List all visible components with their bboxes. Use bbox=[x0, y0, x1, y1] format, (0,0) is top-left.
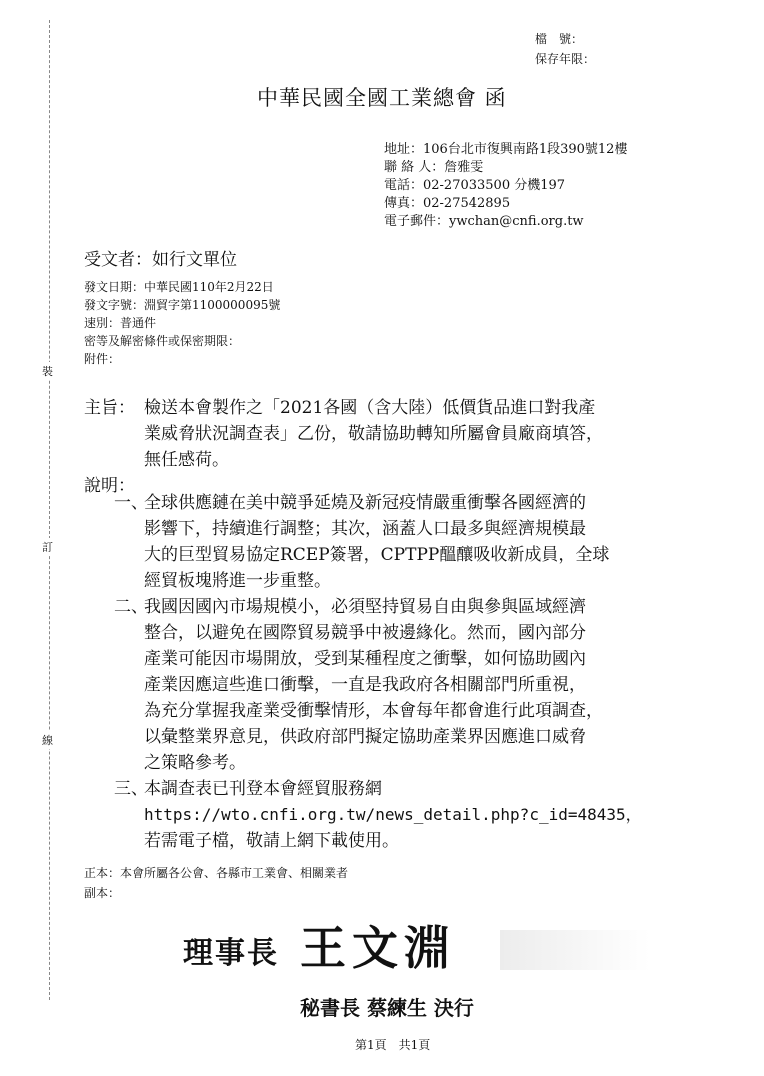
subject-line: 無任感荷。 bbox=[144, 450, 229, 470]
item-number: 一、 bbox=[114, 493, 148, 513]
contact-email: 電子郵件：ywchan@cnfi.org.tw bbox=[384, 214, 584, 229]
contact-fax: 傳真：02-27542895 bbox=[384, 196, 511, 211]
retention-label: 保存年限： bbox=[535, 52, 596, 66]
item-number: 二、 bbox=[114, 597, 148, 617]
chairman-title: 理事長 bbox=[183, 936, 279, 971]
item-line: 影響下，持續進行調整；其次，涵蓋人口最多與經濟規模最 bbox=[144, 519, 586, 539]
contact-phone: 電話：02-27033500 分機197 bbox=[384, 178, 566, 193]
item-number: 三、 bbox=[114, 779, 148, 799]
chairman-signature: 王文淵 bbox=[300, 921, 456, 975]
subject-label: 主旨： bbox=[84, 398, 135, 418]
subject-line: 檢送本會製作之「2021各國（含大陸）低價貨品進口對我產 bbox=[144, 398, 596, 418]
delivery-speed: 速別：普通件 bbox=[84, 316, 157, 330]
contact-person: 聯 絡 人：詹雅雯 bbox=[384, 160, 484, 175]
security-level: 密等及解密條件或保密期限： bbox=[84, 334, 241, 348]
distribution-main: 正本：本會所屬各公會、各縣市工業會、相關業者 bbox=[84, 866, 349, 880]
document-title: 中華民國全國工業總會 函 bbox=[257, 86, 507, 110]
item-line: 以彙整業界意見，供政府部門擬定協助產業界因應進口威脅 bbox=[144, 727, 586, 747]
item-line: 若需電子檔，敬請上網下載使用。 bbox=[144, 831, 399, 851]
fold-mark-staple: 訂 bbox=[42, 538, 53, 556]
attachments: 附件： bbox=[84, 352, 121, 366]
contact-address: 地址：106台北市復興南路1段390號12樓 bbox=[384, 142, 628, 157]
recipient: 受文者：如行文單位 bbox=[84, 250, 237, 270]
distribution-copy: 副本： bbox=[84, 886, 121, 900]
document-number: 發文字號：淵貿字第1100000095號 bbox=[84, 298, 281, 312]
item-line: 為充分掌握我產業受衝擊情形，本會每年都會進行此項調查， bbox=[144, 701, 603, 721]
explanation-label: 說明： bbox=[84, 476, 135, 496]
item-line: 我國因國內市場規模小，必須堅持貿易自由與參與區域經濟 bbox=[144, 597, 586, 617]
issue-date: 發文日期：中華民國110年2月22日 bbox=[84, 280, 274, 294]
secretary-approval: 秘書長 蔡練生 決行 bbox=[300, 996, 474, 1020]
scan-smudge bbox=[500, 930, 650, 970]
item-line: 產業因應這些進口衝擊，一直是我政府各相關部門所重視， bbox=[144, 675, 586, 695]
binding-fold-line bbox=[49, 20, 50, 1000]
page-number: 第1頁 共1頁 bbox=[355, 1038, 431, 1052]
fold-mark-bind: 裝 bbox=[42, 362, 53, 380]
subject-line: 業威脅狀況調查表」乙份，敬請協助轉知所屬會員廠商填答， bbox=[144, 424, 603, 444]
survey-url[interactable]: https://wto.cnfi.org.tw/news_detail.php?c_id=48435， bbox=[144, 805, 642, 824]
item-line: 大的巨型貿易協定RCEP簽署，CPTPP醞釀吸收新成員，全球 bbox=[144, 545, 610, 565]
item-line: 全球供應鏈在美中競爭延燒及新冠疫情嚴重衝擊各國經濟的 bbox=[144, 493, 586, 513]
item-line: 整合，以避免在國際貿易競爭中被邊緣化。然而，國內部分 bbox=[144, 623, 586, 643]
item-line: 本調查表已刊登本會經貿服務網 bbox=[144, 779, 382, 799]
item-line: 經貿板塊將進一步重整。 bbox=[144, 571, 331, 591]
fold-mark-line: 線 bbox=[42, 731, 53, 749]
item-line: 之策略參考。 bbox=[144, 753, 246, 773]
item-line: 產業可能因市場開放，受到某種程度之衝擊，如何協助國內 bbox=[144, 649, 586, 669]
file-number-label: 檔 號： bbox=[535, 32, 584, 46]
